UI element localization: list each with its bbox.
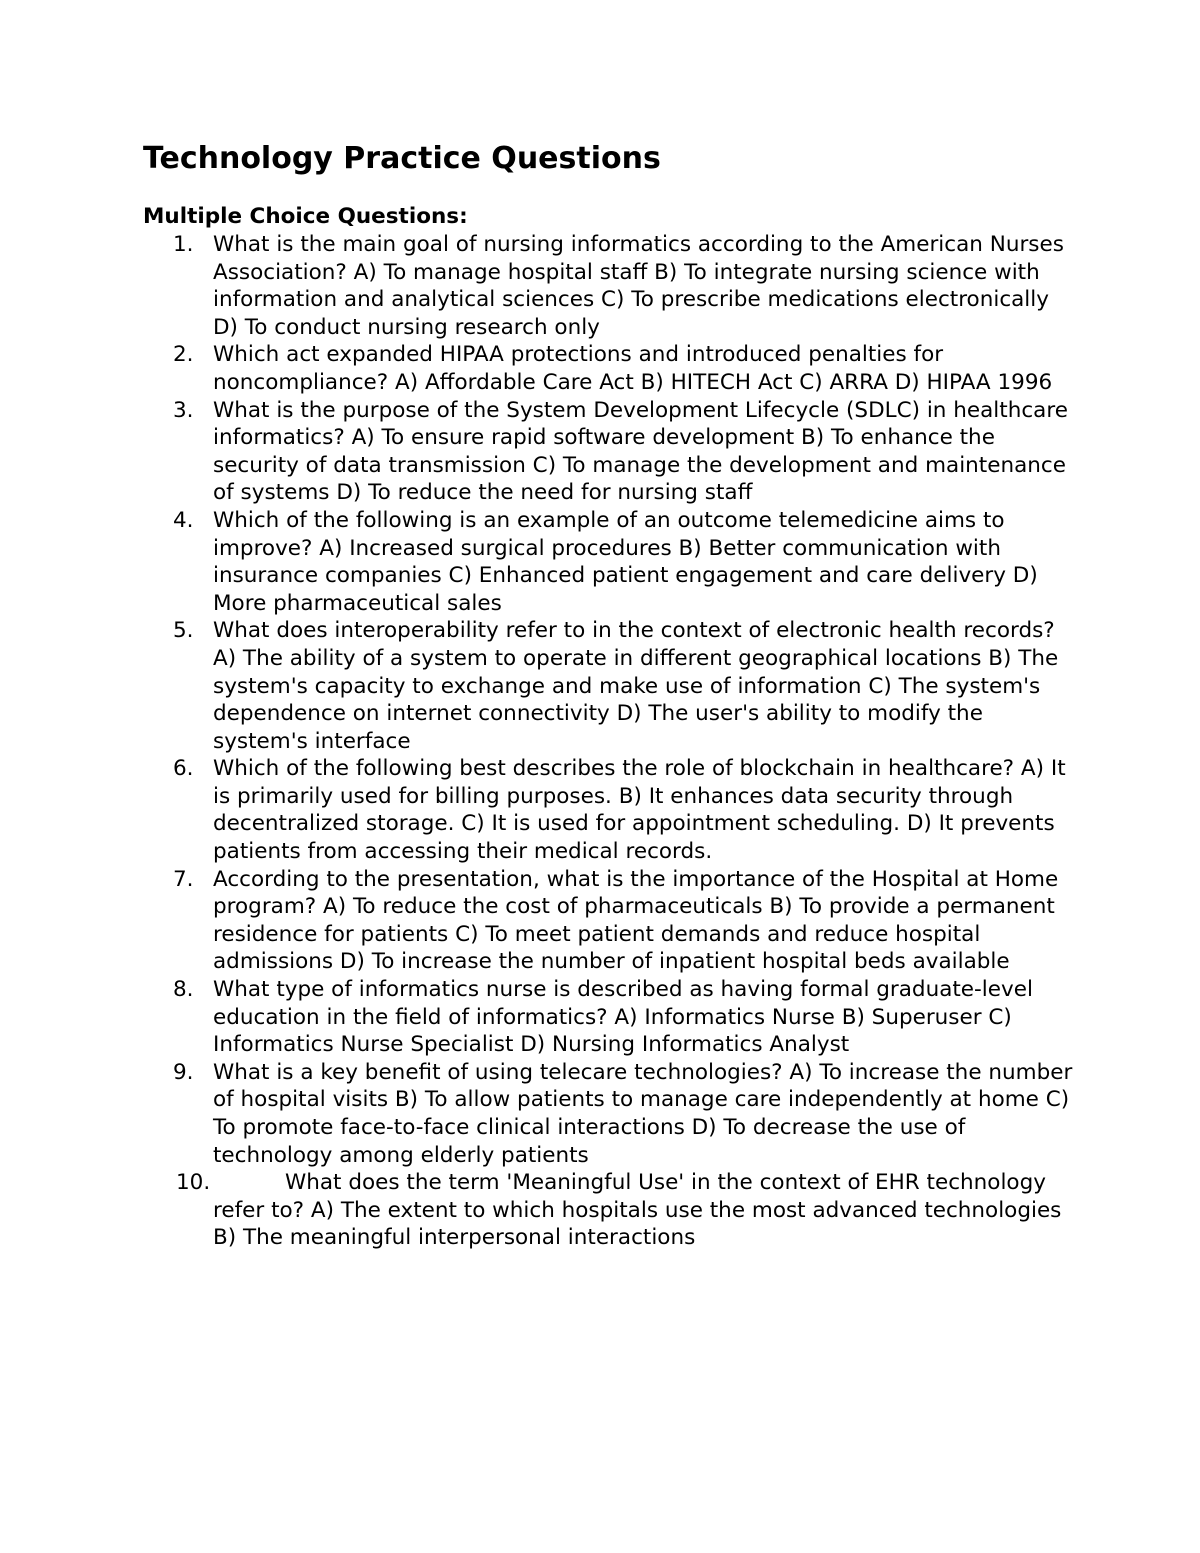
question-item-2 xyxy=(143,341,1073,396)
question-item-6 xyxy=(143,755,1073,865)
question-number: 2. xyxy=(173,342,194,368)
question-item-1 xyxy=(143,231,1073,341)
question-number: 3. xyxy=(173,397,194,423)
question-text: What type of informatics nurse is described as having formal graduate-level education in the field of informatics? A) Informatics Nurse B) Superuser C) Informatics Nurse Specialist D) Nursing Informatics Analyst xyxy=(213,977,1033,1058)
question-item-7 xyxy=(143,866,1073,976)
question-text: According to the presentation, what is the importance of the Hospital at Home program? A) To reduce the cost of pharmaceuticals B) To provide a permanent residence for patients C) To meet patient demands and reduce hospital admissions D) To increase the number of inpatient hospital beds available xyxy=(213,866,1059,975)
question-text: Which of the following is an example of an outcome telemedicine aims to improve? A) Increased surgical procedures B) Better communication with insurance companies C) Enhanced patient engagement and care delivery D) More pharmaceutical sales xyxy=(213,507,1038,616)
question-number: 7. xyxy=(173,866,194,892)
question-text: What does interoperability refer to in the context of electronic health records? A) The ability of a system to operate in different geographical locations B) The system's capacity to exchange and make use of information C) The system's dependence on internet connectivity D) The user's ability to modify the system's interface xyxy=(213,618,1059,754)
question-item-5 xyxy=(143,617,1073,755)
question-item-3 xyxy=(143,397,1073,507)
question-number: 9. xyxy=(173,1059,194,1085)
question-list xyxy=(143,231,1073,1252)
question-number: 8. xyxy=(173,977,194,1003)
question-item-4 xyxy=(143,507,1073,617)
question-text: What is the main goal of nursing informatics according to the American Nurses Association? A) To manage hospital staff B) To integrate nursing science with information and analytical sciences C) To prescribe medications electronically D) To conduct nursing research only xyxy=(213,232,1064,340)
question-number: 6. xyxy=(173,756,194,782)
question-number: 4. xyxy=(173,507,194,533)
question-number: 5. xyxy=(173,618,194,644)
question-text: What is a key benefit of using telecare technologies? A) To increase the number of hospital visits B) To allow patients to manage care independently at home C) To promote face-to-face clinical interactions D) To decrease the use of technology among elderly patients xyxy=(213,1059,1073,1168)
question-text: What does the term 'Meaningful Use' in the context of EHR technology refer to? A) The extent to which hospitals use the most advanced technologies B) The meaningful interpersonal interactions xyxy=(213,1170,1062,1251)
question-item-8 xyxy=(143,976,1073,1059)
document-title: Technology Practice Questions xyxy=(143,141,661,176)
question-text: What is the purpose of the System Development Lifecycle (SDLC) in healthcare informatics? A) To ensure rapid software development B) To enhance the security of data transmission C) To manage the development and maintenance of systems D) To reduce the need for nursing staff xyxy=(213,397,1068,506)
section-heading: Multiple Choice Questions: xyxy=(143,204,468,229)
question-number: 10. xyxy=(176,1170,211,1196)
question-text: Which act expanded HIPAA protections and introduced penalties for noncompliance? A) Affordable Care Act B) HITECH Act C) ARRA D) HIPAA 1996 xyxy=(213,342,1053,395)
question-text: Which of the following best describes the role of blockchain in healthcare? A) It is primarily used for billing purposes. B) It enhances data security through decentralized storage. C) It is used for appointment scheduling. D) It prevents patients from accessing their medical records. xyxy=(213,756,1066,865)
question-item-9 xyxy=(143,1059,1073,1169)
question-number: 1. xyxy=(173,232,194,257)
question-item-10 xyxy=(143,1169,1073,1252)
